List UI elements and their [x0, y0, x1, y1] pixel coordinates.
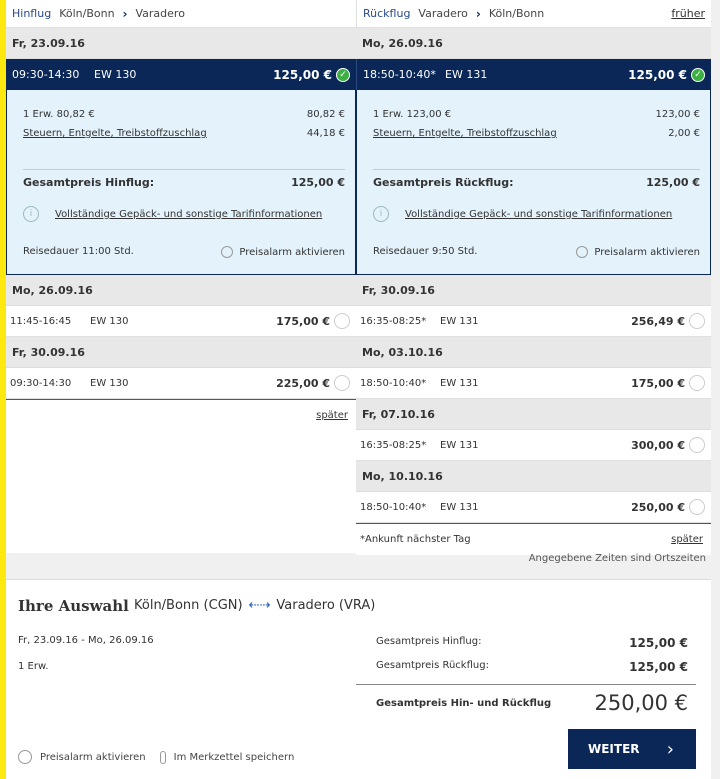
- pax-label: 1 Erw. 123,00 €: [373, 109, 452, 120]
- flight-number: EW 130: [94, 68, 137, 81]
- summary-divider: [356, 684, 696, 685]
- return-column: [356, 0, 711, 555]
- outbound-empty-area: [6, 431, 356, 553]
- flight-price: 175,00 €: [631, 376, 685, 390]
- outbound-later-row: [6, 399, 356, 431]
- flight-option-row[interactable]: [356, 306, 711, 337]
- tax-value: 2,00 €: [668, 128, 700, 139]
- alarm-clock-icon: [576, 246, 588, 258]
- price-alarm-link[interactable]: [221, 246, 345, 258]
- check-icon: ✓: [691, 68, 705, 82]
- outbound-from: Köln/Bonn: [59, 7, 115, 20]
- tax-value: 44,18 €: [306, 128, 345, 139]
- return-to: Köln/Bonn: [488, 7, 545, 20]
- option-date: Fr, 30.09.16: [356, 275, 711, 306]
- summary-origin: Köln/Bonn (CGN): [134, 598, 243, 613]
- chevron-right-icon: ›: [666, 738, 674, 760]
- flight-price: 250,00 €: [631, 500, 685, 514]
- pax-label: 1 Erw. 80,82 €: [23, 109, 95, 120]
- chevron-right-icon: ›: [475, 6, 481, 21]
- flight-columns: [6, 0, 711, 555]
- price-alarm-label: Preisalarm aktivieren: [239, 246, 345, 258]
- summary-return-line: [376, 660, 688, 674]
- summary-return-label: Gesamtpreis Rückflug:: [376, 660, 489, 671]
- select-radio[interactable]: [334, 313, 350, 329]
- tax-link[interactable]: Steuern, Entgelte, Treibstoffzuschlag: [373, 128, 557, 139]
- return-note-row: [356, 523, 711, 555]
- summary-return-value: 125,00 €: [629, 660, 688, 674]
- flight-number: EW 130: [90, 315, 129, 327]
- return-total-line: [373, 176, 700, 189]
- flight-number: EW 131: [440, 377, 479, 389]
- summary-route: [134, 598, 375, 613]
- travel-duration: Reisedauer 11:00 Std.: [23, 246, 134, 257]
- flight-time: 18:50-10:40*: [360, 377, 427, 389]
- select-radio[interactable]: [689, 499, 705, 515]
- tariff-info: [23, 206, 322, 222]
- round-trip-arrow-icon: ⇠⇢: [248, 598, 271, 613]
- flight-price: 125,00 €: [273, 67, 332, 82]
- flight-option-row[interactable]: [6, 306, 356, 337]
- alarm-clock-icon: [18, 750, 32, 764]
- flight-time: 16:35-08:25*: [360, 439, 427, 451]
- price-alarm-link[interactable]: [576, 246, 700, 258]
- check-icon: ✓: [336, 68, 350, 82]
- later-link[interactable]: später: [671, 534, 703, 545]
- local-times-note: Angegebene Zeiten sind Ortszeiten: [528, 553, 706, 564]
- outbound-column: [6, 0, 356, 555]
- flight-price: 175,00 €: [276, 314, 330, 328]
- summary-price-alarm-link[interactable]: Preisalarm aktivieren: [40, 751, 146, 763]
- tariff-info-link[interactable]: Vollständige Gepäck- und sonstige Tarifinformationen: [405, 208, 673, 220]
- flight-price: 225,00 €: [276, 376, 330, 390]
- flight-price: 256,49 €: [631, 314, 685, 328]
- return-from: Varadero: [418, 7, 468, 20]
- return-selected-date: Mo, 26.09.16: [356, 28, 711, 59]
- paperclip-icon: [160, 751, 166, 764]
- summary-outbound-label: Gesamtpreis Hinflug:: [376, 636, 482, 647]
- outbound-selected-date: Fr, 23.09.16: [6, 28, 356, 59]
- summary-dates: Fr, 23.09.16 - Mo, 26.09.16: [18, 635, 154, 646]
- flight-price: 300,00 €: [631, 438, 685, 452]
- pax-value: 123,00 €: [655, 109, 700, 120]
- tariff-info: [373, 206, 672, 222]
- save-to-watchlist-link[interactable]: Im Merkzettel speichern: [173, 751, 295, 763]
- flight-time: 16:35-08:25*: [360, 315, 427, 327]
- outbound-to: Varadero: [135, 7, 185, 20]
- outbound-fare-details: [6, 90, 356, 275]
- summary-total-line: [376, 691, 688, 715]
- details-divider: [373, 169, 700, 170]
- tax-link[interactable]: Steuern, Entgelte, Treibstoffzuschlag: [23, 128, 207, 139]
- return-header: [356, 0, 711, 28]
- flight-number: EW 130: [90, 377, 129, 389]
- flight-time: 11:45-16:45: [10, 315, 72, 327]
- total-label: Gesamtpreis Rückflug:: [373, 176, 514, 189]
- flight-option-row[interactable]: [356, 430, 711, 461]
- fare-tax-line: [23, 128, 345, 139]
- flight-option-row[interactable]: [356, 492, 711, 523]
- summary-total-label: Gesamtpreis Hin- und Rückflug: [376, 697, 552, 709]
- flight-time: 18:50-10:40*: [360, 501, 427, 513]
- option-date: Mo, 26.09.16: [6, 275, 356, 306]
- select-radio[interactable]: [689, 313, 705, 329]
- summary-passengers: 1 Erw.: [18, 661, 49, 672]
- option-date: Fr, 07.10.16: [356, 399, 711, 430]
- outbound-header-label: Hinflug: [12, 7, 52, 20]
- price-alarm-label: Preisalarm aktivieren: [594, 246, 700, 258]
- info-icon: i: [373, 206, 389, 222]
- summary-actions: [18, 750, 294, 764]
- return-header-label: Rückflug: [363, 7, 411, 20]
- fare-tax-line: [373, 128, 700, 139]
- flight-option-row[interactable]: [6, 368, 356, 399]
- return-details-footer: [373, 246, 700, 258]
- outbound-details-footer: [23, 246, 345, 258]
- outbound-total-line: [23, 176, 345, 189]
- flight-time: 09:30-14:30: [10, 377, 72, 389]
- next-day-arrival-note: *Ankunft nächster Tag: [360, 534, 471, 545]
- chevron-right-icon: ›: [122, 6, 128, 21]
- next-button-label: WEITER: [588, 742, 640, 756]
- fare-pax-line: [23, 109, 345, 120]
- flight-number: EW 131: [440, 439, 479, 451]
- option-date: Fr, 30.09.16: [6, 337, 356, 368]
- alarm-clock-icon: [221, 246, 233, 258]
- summary-outbound-line: [376, 636, 688, 650]
- flight-number: EW 131: [445, 68, 488, 81]
- flight-price: 125,00 €: [628, 67, 687, 82]
- select-radio[interactable]: [689, 375, 705, 391]
- summary-destination: Varadero (VRA): [276, 598, 376, 613]
- summary-title: Ihre Auswahl: [18, 597, 129, 615]
- earlier-link[interactable]: früher: [671, 7, 705, 20]
- travel-duration: Reisedauer 9:50 Std.: [373, 246, 478, 257]
- selection-summary: [6, 579, 711, 779]
- flight-number: EW 131: [440, 315, 479, 327]
- summary-outbound-value: 125,00 €: [629, 636, 688, 650]
- next-button[interactable]: [568, 729, 696, 769]
- option-date: Mo, 10.10.16: [356, 461, 711, 492]
- return-fare-details: [356, 90, 711, 275]
- outbound-selected-flight[interactable]: [6, 59, 356, 90]
- details-divider: [23, 169, 345, 170]
- summary-total-value: 250,00 €: [594, 691, 688, 715]
- total-value: 125,00 €: [646, 176, 700, 189]
- flight-time: 18:50-10:40*: [363, 68, 436, 81]
- later-link[interactable]: später: [316, 410, 348, 421]
- pax-value: 80,82 €: [306, 109, 345, 120]
- select-radio[interactable]: [689, 437, 705, 453]
- outbound-header: [6, 0, 356, 28]
- select-radio[interactable]: [334, 375, 350, 391]
- total-value: 125,00 €: [291, 176, 345, 189]
- flight-option-row[interactable]: [356, 368, 711, 399]
- fare-pax-line: [373, 109, 700, 120]
- option-date: Mo, 03.10.16: [356, 337, 711, 368]
- info-icon: i: [23, 206, 39, 222]
- flight-time: 09:30-14:30: [12, 68, 80, 81]
- tariff-info-link[interactable]: Vollständige Gepäck- und sonstige Tarifinformationen: [55, 208, 323, 220]
- flight-number: EW 131: [440, 501, 479, 513]
- return-selected-flight[interactable]: [356, 59, 711, 90]
- total-label: Gesamtpreis Hinflug:: [23, 176, 155, 189]
